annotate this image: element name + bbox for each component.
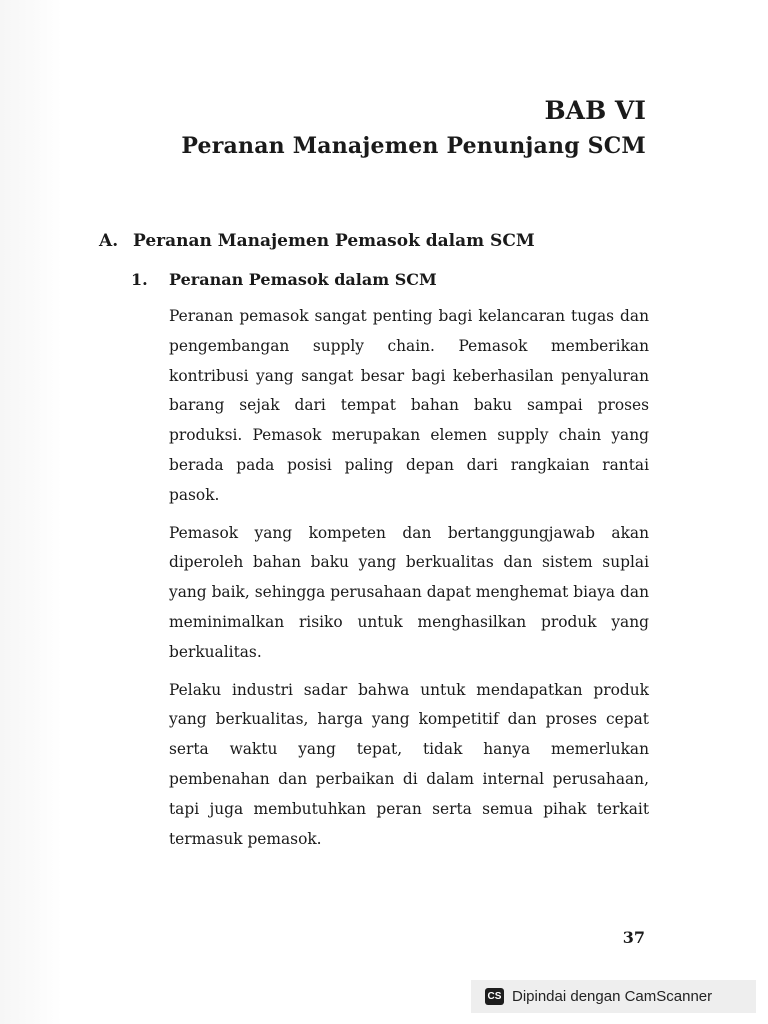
watermark-text: Dipindai dengan CamScanner xyxy=(512,988,713,1005)
body-text xyxy=(169,302,649,862)
page-number: 37 xyxy=(622,928,645,947)
chapter-heading xyxy=(181,96,646,162)
page-edge-shadow xyxy=(0,0,62,1024)
section-heading xyxy=(99,228,535,254)
subsection-title: Peranan Pemasok dalam SCM xyxy=(169,270,437,289)
section-title: Peranan Manajemen Pemasok dalam SCM xyxy=(133,231,535,251)
section-marker: A. xyxy=(99,231,119,251)
subsection-heading xyxy=(131,267,437,293)
camscanner-logo-icon: CS xyxy=(485,988,504,1005)
paragraph: Pemasok yang kompeten dan bertanggungjawab akan diperoleh bahan baku yang berkualitas dan sistem suplai yang baik, sehingga perusahaan dapat menghemat biaya dan meminimalkan risiko untuk menghasilkan produk yang berkualitas. xyxy=(169,523,649,661)
subsection-marker: 1. xyxy=(131,270,148,289)
chapter-title: Peranan Manajemen Penunjang SCM xyxy=(181,133,646,159)
paragraph: Pelaku industri sadar bahwa untuk mendapatkan produk yang berkualitas, harga yang kompetitif dan proses cepat serta waktu yang tepat, tidak hanya memerlukan pembenahan dan perbaikan di dalam internal perusahaan, tapi juga membutuhkan peran serta semua pihak terkait termasuk pemasok. xyxy=(169,680,649,848)
camscanner-watermark xyxy=(471,980,756,1013)
paragraph: Peranan pemasok sangat penting bagi kelancaran tugas dan pengembangan supply chain. Pemasok memberikan kontribusi yang sangat besar bagi keberhasilan penyaluran barang sejak dari tempat bahan baku sampai proses produksi. Pemasok merupakan elemen supply chain yang berada pada posisi paling depan dari rangkaian rantai pasok. xyxy=(169,307,649,504)
chapter-number: BAB VI xyxy=(544,96,646,125)
